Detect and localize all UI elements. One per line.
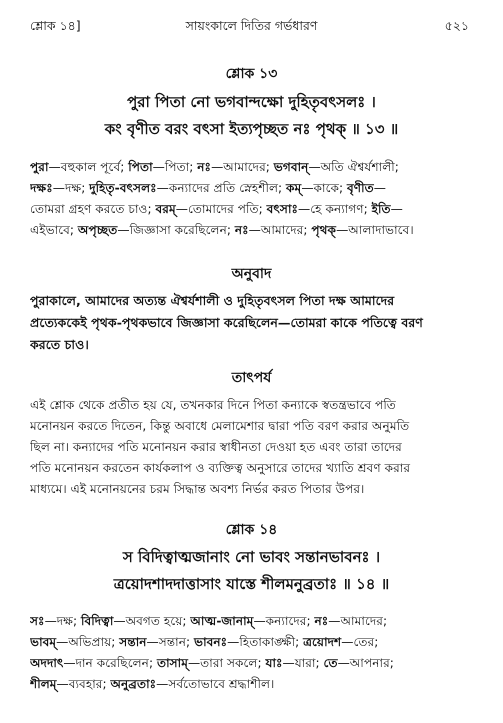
- synonym-meaning: এইভাবে;: [30, 223, 78, 237]
- synonym-term: সন্তান: [119, 635, 147, 649]
- synonym-term: নঃ: [314, 614, 329, 628]
- synonym-term: তে: [323, 656, 338, 670]
- synonym-term: অদদাৎ: [30, 656, 64, 670]
- synonym-meaning: —আমাদের;: [248, 223, 312, 237]
- synonym-meaning: —তোমাদের পতি;: [175, 202, 267, 216]
- synonym-meaning: —সন্তান;: [146, 635, 194, 649]
- synonym-term: তাসাম্: [156, 656, 188, 670]
- synonym-term: আত্ম-জানাম্: [190, 614, 254, 628]
- synonym-meaning: —বহুকাল পূর্বে;: [48, 160, 129, 174]
- synonym-meaning: —দক্ষ;: [44, 614, 82, 628]
- verse-14-synonyms: [30, 611, 470, 695]
- synonym-term: বিদিত্বা: [81, 614, 114, 628]
- translation-line: করতে চাও।: [30, 337, 89, 352]
- synonym-line: [30, 178, 470, 199]
- synonym-term: পৃথক্: [311, 223, 337, 237]
- synonym-term: ভাবনঃ: [193, 635, 228, 649]
- synonym-meaning: —: [390, 202, 403, 216]
- synonym-meaning: —ব্যবহার;: [56, 677, 111, 691]
- synonym-term: অপৃচ্ছত: [77, 223, 118, 237]
- purport-line: পতি মনোনয়ন করতেন কার্যকলাপ ও ব্যক্তিত্ব অনুসারে তাদের খ্যাতি শ্রবণ করার: [30, 461, 411, 475]
- synonym-term: ভাবম্: [30, 635, 57, 649]
- synonym-meaning: —আমাদের;: [211, 160, 274, 174]
- header-page-number: ৫২১: [444, 18, 469, 33]
- synonym-term: নঃ: [234, 223, 249, 237]
- synonym-line: [30, 220, 470, 241]
- synonym-meaning: —আপনার;: [337, 656, 394, 670]
- synonym-term: অনুব্রতাঃ: [110, 677, 157, 691]
- synonym-meaning: —যারা;: [282, 656, 324, 670]
- synonym-meaning: —কন্যাদের;: [253, 614, 315, 628]
- synonym-term: ভগবান্: [273, 160, 309, 174]
- verse-14-line-1: স বিদিত্বাত্মজানাং নো ভাবং সন্তানভাবনঃ ।: [122, 548, 381, 566]
- synonym-term: শীলম্: [30, 677, 57, 691]
- synonym-term: দক্ষঃ: [30, 181, 53, 195]
- synonym-meaning: —অতি ঐশ্বর্যশালী;: [308, 160, 399, 174]
- synonym-meaning: তোমরা গ্রহণ করতে চাও;: [30, 202, 156, 216]
- synonym-term: বরম্: [155, 202, 176, 216]
- synonym-line: [30, 632, 470, 653]
- purport-line: মনোনয়ন করতে দিতেন, কিন্তু অবাধে মেলামেশার দ্বারা পতি বরণ করার অনুমতি: [30, 419, 410, 433]
- synonym-meaning: —অবগত হয়ে;: [113, 614, 191, 628]
- synonym-line: [30, 611, 470, 632]
- synonym-meaning: —অভিপ্রায়;: [56, 635, 120, 649]
- synonym-term: যাঃ: [265, 656, 283, 670]
- synonym-line: [30, 653, 470, 674]
- header-verse-ref: শ্লোক ১৪]: [30, 18, 81, 33]
- synonym-meaning: —হিতাকাঙ্ক্ষী;: [227, 635, 304, 649]
- synonym-term: পিতা: [128, 160, 153, 174]
- synonym-term: ইতি: [371, 202, 391, 216]
- synonym-line: [30, 157, 470, 178]
- translation-heading: অনুবাদ: [231, 266, 272, 282]
- verse-14-line-2: ত্রয়োদশাদদাত্তাসাং যাস্তে শীলমনুব্রতাঃ ॥ ১৪ ॥: [113, 575, 390, 593]
- translation-line: প্রত্যেককেই পৃথক-পৃথকভাবে জিজ্ঞাসা করেছিলেন—তোমরা কাকে পতিত্বে বরণ: [30, 315, 423, 330]
- synonym-meaning: —আমাদের;: [328, 614, 388, 628]
- purport-line: এই শ্লোক থেকে প্রতীত হয় যে, তখনকার দিনে পিতা কন্যাকে স্বতন্ত্রভাবে পতি: [30, 398, 396, 412]
- synonym-meaning: —: [373, 181, 386, 195]
- synonym-term: বৎসাঃ: [266, 202, 299, 216]
- verse-13-line-1: পুরা পিতা নো ভগবান্দক্ষো দুহিতৃবৎসলঃ ।: [127, 93, 376, 111]
- verse-14-heading: শ্লোক ১৪: [225, 522, 278, 538]
- synonym-meaning: —জিজ্ঞাসা করেছিলেন;: [117, 223, 235, 237]
- verse-13-heading: শ্লোক ১৩: [225, 66, 278, 82]
- verse-13-synonyms: [30, 157, 470, 241]
- synonym-meaning: —তের;: [341, 635, 379, 649]
- synonym-term: ত্রয়োদশ: [303, 635, 342, 649]
- synonym-meaning: —হে কন্যাগণ;: [298, 202, 372, 216]
- synonym-term: পুরা: [30, 160, 49, 174]
- synonym-term: সঃ: [30, 614, 45, 628]
- synonym-term: কম্: [286, 181, 302, 195]
- purport-line: মাধ্যমে। এই মনোনয়নের চরম সিদ্ধান্ত অবশ্য নির্ভর করত পিতার উপর।: [30, 482, 365, 496]
- synonym-meaning: —আলাদাভাবে।: [336, 223, 414, 237]
- verse-13-line-2: কং বৃণীত বরং বৎসা ইত্যপৃচ্ছত নঃ পৃথক্ ॥ ১৩ ॥: [104, 120, 399, 138]
- synonym-term: দুহিতৃ-বৎসলঃ: [89, 181, 157, 195]
- purport-line: ছিল না। কন্যাদের পতি মনোনয়ন করার স্বাধীনতা দেওয়া হত এবং তারা তাদের: [30, 440, 402, 454]
- synonym-line: [30, 199, 470, 220]
- synonym-meaning: —পিতা;: [152, 160, 198, 174]
- synonym-meaning: —কাকে;: [301, 181, 347, 195]
- synonym-meaning: —দক্ষ;: [52, 181, 90, 195]
- translation-text: [30, 290, 470, 356]
- synonym-line: [30, 674, 470, 695]
- translation-line: পুরাকালে, আমাদের অত্যন্ত ঐশ্বর্যশালী ও দুহিতৃবৎসল পিতা দক্ষ আমাদের: [30, 293, 395, 308]
- synonym-meaning: —সর্বতোভাবে শ্রদ্ধাশীল।: [156, 677, 275, 691]
- purport-heading: তাৎপর্য: [231, 370, 272, 386]
- header-chapter-title: সায়ংকালে দিতির গর্ভধারণ: [185, 18, 318, 33]
- synonym-term: বৃণীত: [346, 181, 374, 195]
- synonym-meaning: —কন্যাদের প্রতি স্নেহশীল;: [156, 181, 287, 195]
- purport-text: [30, 395, 470, 500]
- synonym-term: নঃ: [197, 160, 212, 174]
- synonym-meaning: —তারা সকলে;: [187, 656, 266, 670]
- synonym-meaning: —দান করেছিলেন;: [63, 656, 157, 670]
